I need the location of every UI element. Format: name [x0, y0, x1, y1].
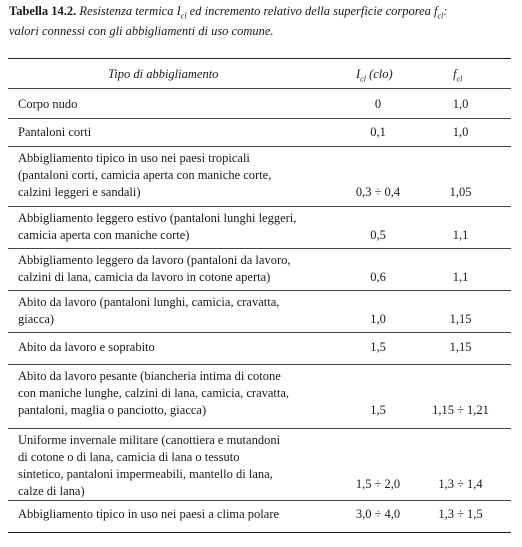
icl-value: 0,3 ÷ 0,4: [355, 185, 401, 199]
table-row: [8, 332, 511, 364]
caption-text: Resistenza termica $I_{cl}$ ed incremento relativo della superficie corporea $f_{cl}$: valori connessi con gli abbigliamenti di uso comune.: [9, 4, 448, 38]
clothing-description: Abbigliamento leggero da lavoro (pantaloni da lavoro, calzini di lana, camicia da lavoro in cotone aperta): [18, 253, 291, 284]
icl-value: 0,1: [370, 125, 386, 139]
clothing-description: Uniforme invernale militare (canottiera e mutandoni di cotone o di lana, camicia di lana o tessuto sintetico, pantaloni impermeabili, mantello di lana, calze di lana): [18, 433, 281, 498]
header-fcl: $f_{cl}$: [453, 67, 463, 84]
table-row: [8, 206, 511, 248]
clothing-description: Abbigliamento leggero estivo (pantaloni lunghi leggeri, camicia aperta con maniche corte): [18, 211, 297, 242]
icl-value: 0: [374, 97, 382, 111]
clothing-description: Pantaloni corti: [18, 125, 92, 139]
fcl-value: 1,15 ÷ 1,21: [432, 403, 489, 417]
table-bottom-rule: [8, 532, 511, 533]
fcl-value: 1,15: [449, 340, 472, 354]
clothing-description: Corpo nudo: [18, 97, 78, 111]
icl-value: 1,5: [370, 340, 386, 354]
fcl-value: 1,1: [452, 228, 469, 242]
icl-value: 1,5 ÷ 2,0: [355, 477, 401, 491]
fcl-value: 1,3 ÷ 1,4: [438, 477, 483, 491]
clothing-description: Abito da lavoro (pantaloni lunghi, camicia, cravatta, giacca): [18, 295, 280, 326]
fcl-value: 1,0: [452, 97, 469, 111]
table-row: [8, 90, 511, 118]
table-row: [8, 118, 511, 146]
clothing-description: Abbigliamento tipico in uso nei paesi tropicali (pantaloni corti, camicia aperta con maniche corte, calzini leggeri e sandali): [18, 151, 272, 199]
table-row: [8, 428, 511, 500]
caption-label: Tabella 14.2.: [9, 4, 77, 18]
icl-value: 1,5: [370, 403, 386, 417]
header-clothing-type: Tipo di abbigliamento: [108, 67, 219, 81]
icl-value: 0,5: [370, 228, 386, 242]
icl-value: 1,0: [370, 312, 386, 326]
fcl-value: 1,3 ÷ 1,5: [438, 507, 483, 521]
fcl-value: 1,15: [449, 312, 472, 326]
clothing-description: Abito da lavoro e soprabito: [18, 340, 155, 354]
table-row: [8, 290, 511, 332]
table-row: [8, 500, 511, 532]
clothing-description: Abbigliamento tipico in uso nei paesi a clima polare: [18, 507, 280, 521]
fcl-value: 1,1: [452, 270, 469, 284]
table-caption: [9, 4, 509, 39]
fcl-value: 1,0: [452, 125, 469, 139]
icl-value: 0,6: [370, 270, 386, 284]
header-icl: $I_{cl}$ (clo): [356, 67, 393, 84]
icl-value: 3,0 ÷ 4,0: [355, 507, 401, 521]
fcl-value: 1,05: [449, 185, 472, 199]
table-top-rule: [8, 58, 511, 59]
table-row: [8, 364, 511, 428]
clothing-description: Abito da lavoro pesante (biancheria intima di cotone con maniche lunghe, calzini di lana, camicia, cravatta, pantaloni, maglia o panciotto, giacca): [18, 369, 290, 417]
table-row: [8, 146, 511, 206]
header-rule: [8, 88, 511, 89]
table-row: [8, 248, 511, 290]
